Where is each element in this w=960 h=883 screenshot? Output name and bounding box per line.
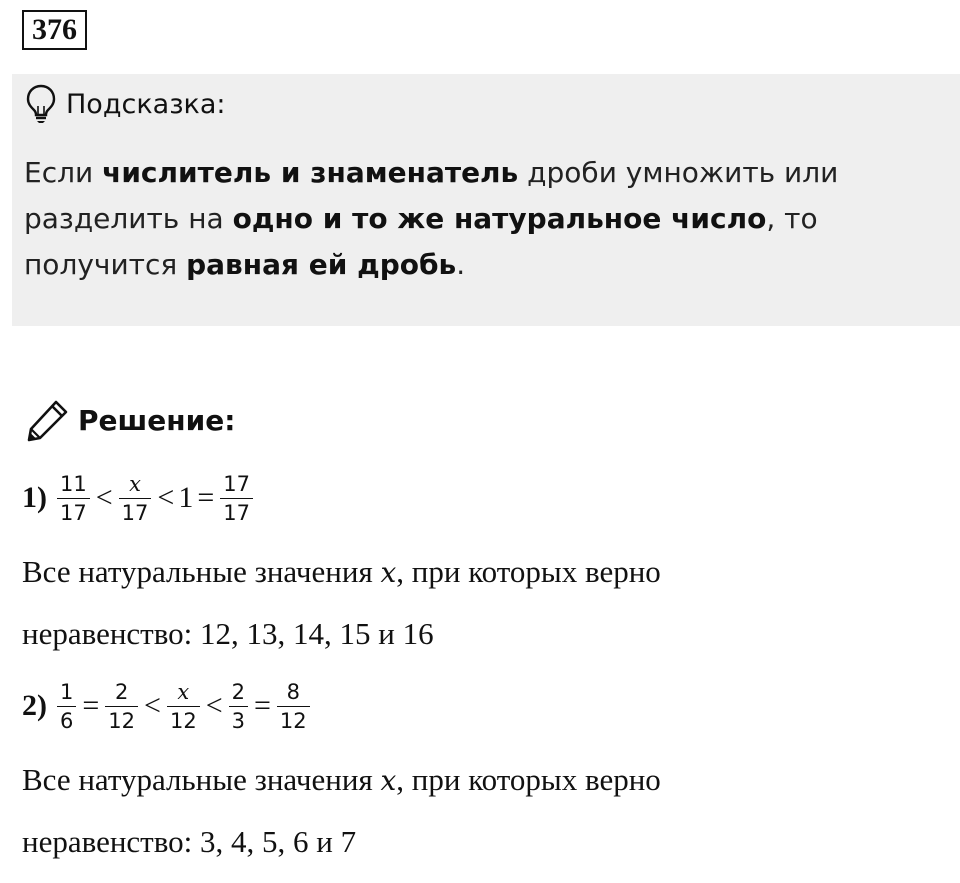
hint-text-segment: , то получится xyxy=(24,202,818,281)
denominator: 12 xyxy=(277,706,310,733)
problem-number: 376 xyxy=(22,10,87,50)
solution-header xyxy=(26,398,235,442)
lightbulb-icon xyxy=(26,84,56,124)
fraction xyxy=(57,680,76,733)
part2-label: 2) xyxy=(22,689,47,722)
variable: x xyxy=(380,764,397,797)
part2-expression xyxy=(22,676,312,736)
variable: x xyxy=(380,556,397,589)
hint-title: Подсказка: xyxy=(66,88,226,120)
fraction xyxy=(105,680,138,733)
operator: = xyxy=(82,689,100,722)
part2-text-line1 xyxy=(22,760,661,801)
numerator: 11 xyxy=(60,471,87,496)
denominator: 17 xyxy=(57,498,90,525)
fraction xyxy=(119,472,152,525)
pencil-icon xyxy=(26,398,70,442)
numerator: 2 xyxy=(114,679,129,704)
hint-text-bold: числитель и знаменатель xyxy=(102,156,519,189)
part1-text-line2: неравенство: 12, 13, 14, 15 и 16 xyxy=(22,616,434,651)
denominator: 6 xyxy=(57,706,76,733)
hint-text-segment: дроби умножить или разделить на xyxy=(24,156,839,235)
hint-text-segment: Если xyxy=(24,156,103,189)
text-segment: Все натуральные значения xyxy=(22,762,381,797)
denominator: 17 xyxy=(220,498,253,525)
denominator: 12 xyxy=(105,706,138,733)
fraction xyxy=(220,472,253,525)
numerator: 8 xyxy=(286,679,300,704)
hint-text-bold: одно и то же натуральное число xyxy=(232,202,767,235)
text-segment: , при которых верно xyxy=(396,554,661,589)
operator: < xyxy=(95,481,113,514)
numerator: 17 xyxy=(223,471,250,496)
fraction xyxy=(229,680,248,733)
number: 1 xyxy=(178,481,194,514)
hint-text-bold: равная ей дробь xyxy=(186,248,457,281)
part2-text-line2: неравенство: 3, 4, 5, 6 и 7 xyxy=(22,824,357,859)
hint-header xyxy=(26,82,226,126)
text-segment: Все натуральные значения xyxy=(22,554,381,589)
numerator: x xyxy=(177,679,190,704)
operator: = xyxy=(197,481,215,514)
denominator: 12 xyxy=(167,706,200,733)
operator: < xyxy=(144,689,161,722)
operator: < xyxy=(205,689,223,722)
fraction xyxy=(167,680,200,733)
part1-label: 1) xyxy=(22,481,47,514)
hint-text xyxy=(24,150,949,288)
fraction xyxy=(277,680,310,733)
part1-text-line1 xyxy=(22,552,661,593)
solution-title: Решение: xyxy=(78,403,236,437)
numerator: x xyxy=(129,471,141,496)
numerator: 1 xyxy=(60,679,74,704)
denominator: 3 xyxy=(229,706,248,733)
text-segment: , при которых верно xyxy=(396,762,661,797)
operator: = xyxy=(253,689,271,722)
part1-expression xyxy=(22,468,255,528)
denominator: 17 xyxy=(119,498,152,525)
operator: < xyxy=(157,481,175,514)
hint-text-segment: . xyxy=(456,248,466,281)
numerator: 2 xyxy=(231,679,245,704)
fraction xyxy=(57,472,90,525)
